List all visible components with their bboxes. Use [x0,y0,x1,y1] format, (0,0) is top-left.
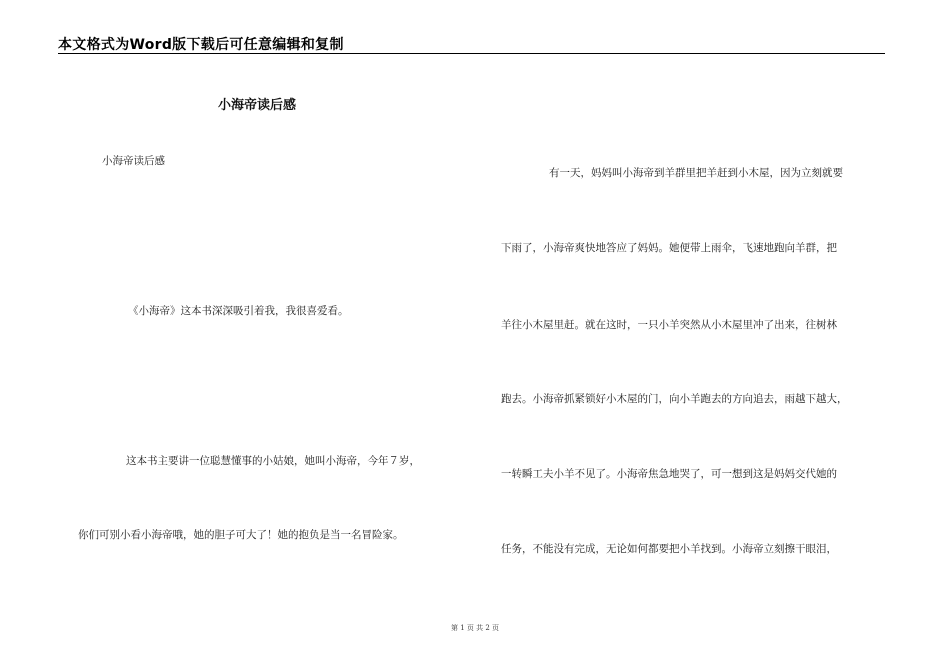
right-paragraph-line-5: 一转瞬工夫小羊不见了。小海帝焦急地哭了，可一想到这是妈妈交代她的 [501,468,837,480]
right-paragraph-line-6: 任务，不能没有完成，无论如何都要把小羊找到。小海帝立刻擦干眼泪， [501,543,837,555]
header-banner: 本文格式为Word版下载后可任意编辑和复制 [58,37,344,53]
document-title: 小海帝读后感 [218,98,297,113]
page-number: 第 1 页 共 2 页 [450,624,500,632]
header-divider [58,53,885,54]
right-paragraph-line-3: 羊往小木屋里赶。就在这时，一只小羊突然从小木屋里冲了出来，往树林 [501,319,837,331]
right-paragraph-line-2: 下雨了，小海帝爽快地答应了妈妈。她便带上雨伞，飞速地跑向羊群，把 [501,242,837,254]
right-paragraph-line-4: 跑去。小海帝抓紧锁好小木屋的门，向小羊跑去的方向追去，雨越下越大， [501,393,848,405]
left-paragraph-heading: 小海帝读后感 [102,155,165,167]
left-paragraph-1: 《小海帝》这本书深深吸引着我，我很喜爱看。 [128,305,349,317]
right-paragraph-line-1: 有一天，妈妈叫小海帝到羊群里把羊赶到小木屋，因为立刻就要 [549,167,843,179]
left-paragraph-2: 这本书主要讲一位聪慧懂事的小姑娘，她叫小海帝，今年７岁， [126,455,420,467]
left-paragraph-3: 你们可别小看小海帝哦，她的胆子可大了！她的抱负是当一名冒险家。 [78,529,404,541]
